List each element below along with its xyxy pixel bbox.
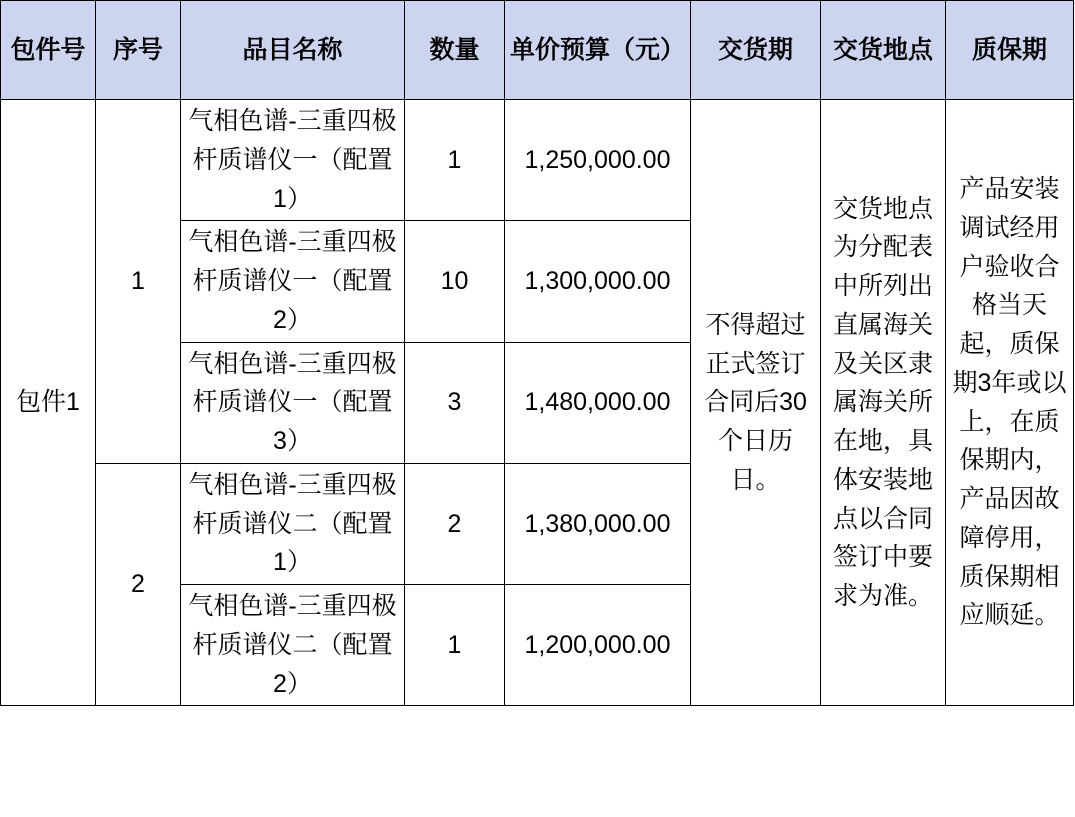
table-row — [1, 100, 1074, 221]
unit-price-cell: 1,300,000.00 — [505, 221, 691, 342]
package-no-cell: 包件1 — [1, 100, 96, 706]
quantity-cell: 3 — [405, 342, 505, 463]
item-name-cell: 气相色谱-三重四极杆质谱仪一（配置2） — [181, 221, 405, 342]
column-header-sequence-no: 序号 — [96, 1, 181, 100]
item-name-cell: 气相色谱-三重四极杆质谱仪一（配置3） — [181, 342, 405, 463]
item-name-cell: 气相色谱-三重四极杆质谱仪二（配置1） — [181, 463, 405, 584]
column-header-package-no: 包件号 — [1, 1, 96, 100]
quantity-cell: 1 — [405, 585, 505, 706]
quantity-cell: 2 — [405, 463, 505, 584]
sequence-no-cell: 2 — [96, 463, 181, 706]
unit-price-cell: 1,380,000.00 — [505, 463, 691, 584]
unit-price-cell: 1,200,000.00 — [505, 585, 691, 706]
column-header-delivery-period: 交货期 — [691, 1, 821, 100]
table-header-row — [1, 1, 1074, 100]
column-header-item-name: 品目名称 — [181, 1, 405, 100]
warranty-period-cell: 产品安装调试经用户验收合格当天起，质保期3年或以上，在质保期内，产品因故障停用，质保期相应顺延。 — [946, 100, 1074, 706]
sequence-no-cell: 1 — [96, 100, 181, 464]
item-name-cell: 气相色谱-三重四极杆质谱仪一（配置1） — [181, 100, 405, 221]
quantity-cell: 10 — [405, 221, 505, 342]
quantity-cell: 1 — [405, 100, 505, 221]
column-header-unit-price-budget: 单价预算（元） — [505, 1, 691, 100]
column-header-warranty-period: 质保期 — [946, 1, 1074, 100]
delivery-place-cell: 交货地点为分配表中所列出直属海关及关区隶属海关所在地，具体安装地点以合同签订中要求为准。 — [821, 100, 946, 706]
column-header-quantity: 数量 — [405, 1, 505, 100]
column-header-delivery-place: 交货地点 — [821, 1, 946, 100]
unit-price-cell: 1,250,000.00 — [505, 100, 691, 221]
delivery-period-cell: 不得超过正式签订合同后30个日历日。 — [691, 100, 821, 706]
item-name-cell: 气相色谱-三重四极杆质谱仪二（配置2） — [181, 585, 405, 706]
unit-price-cell: 1,480,000.00 — [505, 342, 691, 463]
